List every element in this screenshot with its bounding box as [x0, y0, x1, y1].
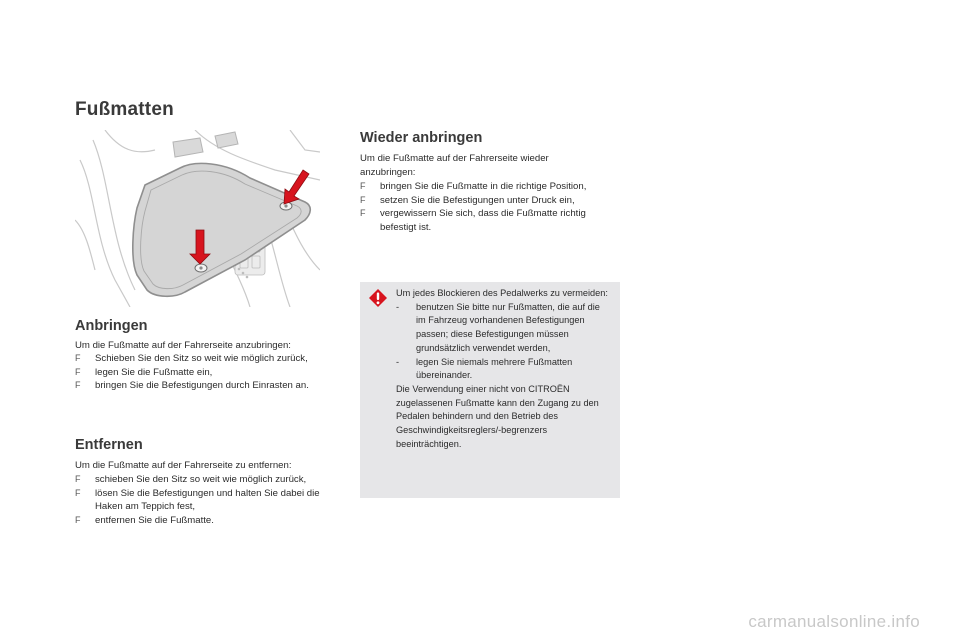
warning-exclamation-icon [368, 288, 388, 308]
anbringen-intro: Um die Fußmatte auf der Fahrerseite anzubringen: [75, 340, 291, 351]
watermark-text: carmanualsonline.info [748, 612, 920, 631]
step-text: setzen Sie die Befestigungen unter Druck ein, [380, 194, 575, 206]
bullet-icon: F [75, 487, 81, 498]
step-text: Schieben Sie den Sitz so weit wie möglich zurück, [95, 353, 308, 364]
list-item [75, 487, 340, 514]
wieder-heading: Wieder anbringen [360, 130, 483, 146]
entfernen-intro: Um die Fußmatte auf der Fahrerseite zu entfernen: [75, 460, 292, 471]
step-text: vergewissern Sie sich, dass die Fußmatte richtig befestigt ist. [380, 208, 586, 233]
list-item [396, 301, 611, 356]
warning-list [396, 301, 611, 383]
list-item [75, 352, 330, 366]
list-item [75, 514, 340, 528]
bullet-icon: F [75, 514, 81, 525]
wieder-steps [360, 180, 622, 234]
bullet-icon: F [75, 353, 81, 363]
anbringen-steps [75, 352, 330, 393]
dash-marker: - [396, 356, 400, 367]
step-text: bringen Sie die Befestigungen durch Einrasten an. [95, 380, 309, 391]
warning-box [360, 282, 620, 498]
warning-intro: Um jedes Blockieren des Pedalwerks zu vermeiden: [396, 288, 608, 298]
list-item [360, 194, 622, 208]
floor-mat-illustration [75, 130, 320, 307]
warning-item-text: legen Sie niemals mehrere Fußmatten übereinander. [416, 356, 573, 381]
bullet-icon: F [360, 208, 366, 218]
list-item [396, 356, 611, 383]
step-text: entfernen Sie die Fußmatte. [95, 514, 214, 526]
warning-note: Die Verwendung einer nicht von CITROËN zugelassenen Fußmatte kann den Zugang zu den Pedalen behindern und den Betrieb des Geschwindigkeitsreglers/-begrenzers beeinträchtigen. [396, 383, 599, 449]
entfernen-steps [75, 473, 340, 527]
list-item [360, 207, 622, 234]
bullet-icon: F [75, 366, 81, 377]
entfernen-heading: Entfernen [75, 437, 143, 453]
list-item [360, 180, 622, 194]
warning-item-text: benutzen Sie bitte nur Fußmatten, die auf die im Fahrzeug vorhandenen Befestigungen passen; diese Befestigungen müssen grundsätzlich verwendet werden, [416, 301, 600, 353]
wieder-intro: Um die Fußmatte auf der Fahrerseite wieder anzubringen: [360, 153, 549, 178]
dash-marker: - [396, 301, 400, 312]
page-title: Fußmatten [75, 99, 174, 120]
list-item [75, 366, 330, 380]
list-item [75, 473, 340, 487]
step-text: schieben Sie den Sitz so weit wie möglich zurück, [95, 474, 307, 485]
bullet-icon: F [75, 380, 81, 390]
step-text: legen Sie die Fußmatte ein, [95, 366, 213, 378]
step-text: bringen Sie die Fußmatte in die richtige Position, [380, 181, 587, 192]
step-text: lösen Sie die Befestigungen und halten Sie dabei die Haken am Teppich fest, [95, 487, 320, 512]
anbringen-heading: Anbringen [75, 318, 148, 334]
bullet-icon: F [360, 194, 366, 205]
bullet-icon: F [360, 181, 366, 191]
warning-content [396, 287, 611, 451]
list-item [75, 379, 330, 393]
bullet-icon: F [75, 474, 81, 484]
